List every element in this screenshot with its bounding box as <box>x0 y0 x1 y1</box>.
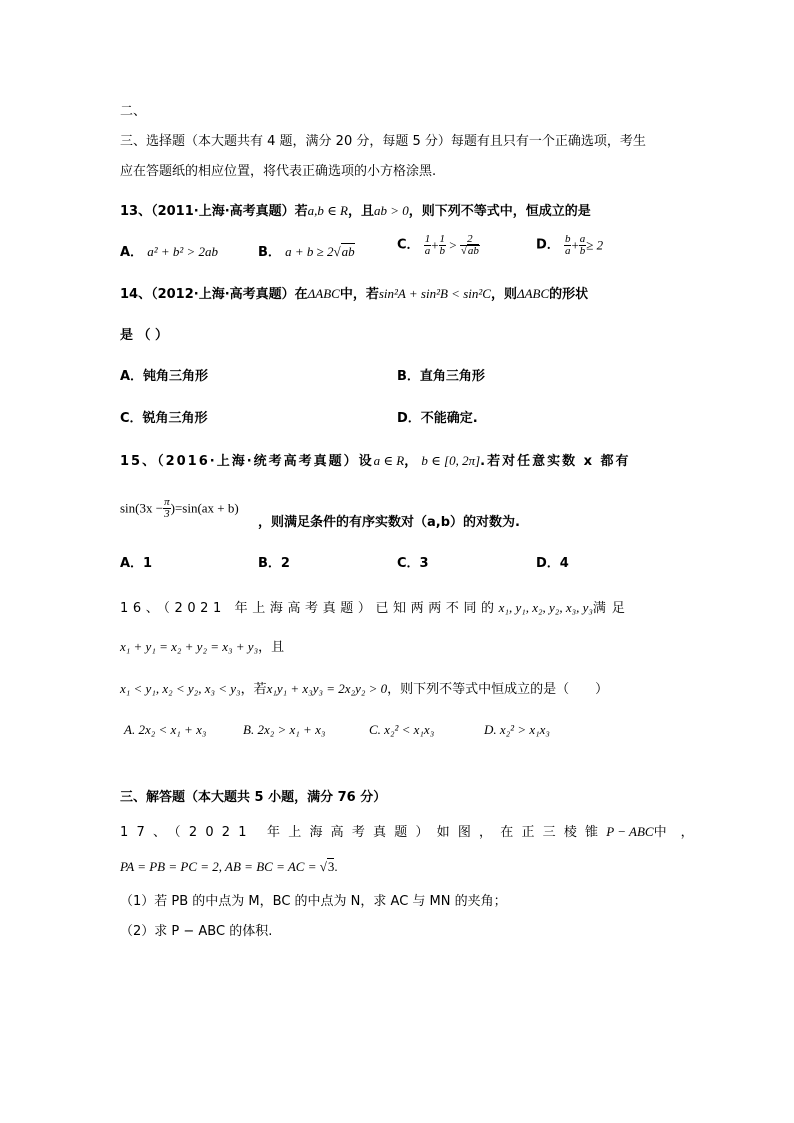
q13-number: 13、 <box>120 204 152 219</box>
section-3-instructions-line2: 应在答题纸的相应位置，将代表正确选项的小方格涂黑. <box>120 164 437 179</box>
q14-mid: 中，若 <box>339 287 379 302</box>
question-13-stem <box>120 201 591 222</box>
q16-post3: ，则下列不等式中恒成立的是（ ） <box>387 682 609 697</box>
q16-equality: x₁ + y₁ = x₂ + y₂ = x₃ + y₃ <box>120 639 259 654</box>
q14-option-d: D．不能确定. <box>397 411 478 426</box>
q13-option-c-frac2: $\frac{1}{b}$ <box>439 233 446 257</box>
q15-eq-right: )=sin(ax + b) <box>170 500 239 516</box>
q17-prefix: 17、（2021 年上海高考真题）如图，在正三棱锥 <box>120 825 607 840</box>
question-16-line3 <box>120 679 608 700</box>
q13-option-c-frac3: $\frac{2}{√ab}$ <box>460 233 479 257</box>
q15-a-cond: a ∈ R <box>373 453 405 468</box>
q13-option-d-frac2: $\frac{a}{b}$ <box>579 233 586 257</box>
q16-and: ，且 <box>258 640 285 655</box>
question-14-stem <box>120 284 588 305</box>
question-17-part1: （1）若 PB 的中点为 M，BC 的中点为 N，求 AC 与 MN 的夹角； <box>120 894 507 909</box>
q17-lengths: PA = PB = PC = 2, AB = BC = AC = <box>120 859 320 874</box>
sqrt-icon: √ <box>319 859 327 874</box>
question-15-stem <box>120 451 631 472</box>
q16-if: ，若 <box>240 682 267 697</box>
q16-condition: x₁y₁ + x₃y₃ = 2x₂y₂ > 0 <box>266 681 388 696</box>
q13-source: （2011·上海·高考真题）若 <box>151 204 308 219</box>
q14-mid2: ，则 <box>490 287 517 302</box>
q13-option-a <box>120 242 218 263</box>
q15-option-b: B．2 <box>258 556 290 571</box>
q16-option-b: B. 2x₂ > x₁ + x₃ <box>243 722 326 737</box>
q15-option-d: D．4 <box>536 556 569 571</box>
sqrt-icon: √ <box>333 244 341 259</box>
q15-post: .若对任意实数 x 都有 <box>480 454 631 469</box>
q13-option-d: D． $\frac{b}{a}$ + $\frac{a}{b}$ ≥ 2 <box>536 233 604 257</box>
q13-option-c: C． $\frac{1}{a}$ + $\frac{1}{b}$ > $\frac{2}{√ab}$ <box>397 233 479 257</box>
q17-post: 中， <box>653 825 708 840</box>
section-3-instructions-line1: 三、选择题（本大题共有 4 题，满分 20 分，每题 5 分）每题有且只有一个正确选项，考生 <box>120 134 646 149</box>
q13-cond1: a,b ∈ R <box>307 203 348 218</box>
q15-comma: ， <box>404 454 418 469</box>
q14-option-c: C．锐角三角形 <box>120 411 208 426</box>
q13-option-c-frac1: $\frac{1}{a}$ <box>424 233 431 257</box>
q13-cond2: ab > 0 <box>374 203 409 218</box>
q15-pi-over-3: $\frac{\pi}{3}$ <box>164 496 170 520</box>
q16-prefix: 16、（2021 年上海高考真题）已知两两不同的 <box>120 601 499 616</box>
q16-option-d: D. x₂² > x₁x₃ <box>484 722 550 737</box>
question-17-stem <box>120 822 708 843</box>
q17-pyramid: P − ABC <box>606 824 654 839</box>
section-2-heading: 二、 <box>120 104 147 119</box>
q13-option-b-root: ab <box>341 244 355 259</box>
q15-option-c: C．3 <box>397 556 429 571</box>
q13-option-a-expr: a² + b² > 2ab <box>147 244 219 259</box>
q16-vars: x₁, y₁, x₂, y₂, x₃, y₃ <box>498 600 593 615</box>
q14-post: 的形状 <box>549 287 589 302</box>
q14-inequality: sin²A + sin²B < sin²C <box>378 286 491 301</box>
q14-triangle: ΔABC <box>307 286 340 301</box>
q14-option-a: A．钝角三角形 <box>120 369 209 384</box>
question-17-part2: （2）求 P − ABC 的体积. <box>120 924 273 939</box>
section-3-answer-heading: 三、解答题（本大题共 5 小题，满分 76 分） <box>120 790 387 805</box>
question-16-stem <box>120 598 631 619</box>
q16-option-c: C. x₂² < x₁x₃ <box>369 722 435 737</box>
q15-prefix: 15、（2016·上海·统考高考真题）设 <box>120 454 374 469</box>
q13-option-b-label: B． <box>258 245 281 260</box>
question-17-given: PA = PB = PC = 2, AB = BC = AC = √3. <box>120 859 338 874</box>
q13-option-d-frac1: $\frac{b}{a}$ <box>564 233 571 257</box>
question-16-line2 <box>120 637 284 658</box>
q16-option-a: A. 2x₂ < x₁ + x₃ <box>124 722 207 737</box>
q13-tail: ，则下列不等式中，恒成立的是 <box>408 204 591 219</box>
q13-option-b-expr: a + b ≥ 2 <box>285 244 334 259</box>
q13-option-a-label: A． <box>120 245 144 260</box>
q14-prefix: 14、（2012·上海·高考真题）在 <box>120 287 308 302</box>
question-14-stem-line2: 是 （ ） <box>120 328 169 343</box>
q16-inequalities: x₁ < y₁, x₂ < y₂, x₃ < y₃ <box>120 681 241 696</box>
q13-option-b <box>258 242 355 263</box>
q17-sqrt3: 3 <box>327 859 335 874</box>
q15-option-a: A．1 <box>120 556 153 571</box>
q13-mid: ，且 <box>347 204 374 219</box>
q14-triangle-2: ΔABC <box>516 286 550 301</box>
question-15-equation-line <box>120 497 239 520</box>
q16-post: 满足 <box>592 601 631 616</box>
q15-stem-line2: ，则满足条件的有序实数对（a,b）的对数为. <box>258 515 520 530</box>
q15-eq-left: sin(3x − <box>120 500 164 516</box>
q14-option-b: B．直角三角形 <box>397 369 485 384</box>
q13-option-d-label: D． <box>536 237 560 253</box>
q13-option-c-label: C． <box>397 237 420 253</box>
q15-b-cond: b ∈ [0, 2π] <box>421 453 481 468</box>
